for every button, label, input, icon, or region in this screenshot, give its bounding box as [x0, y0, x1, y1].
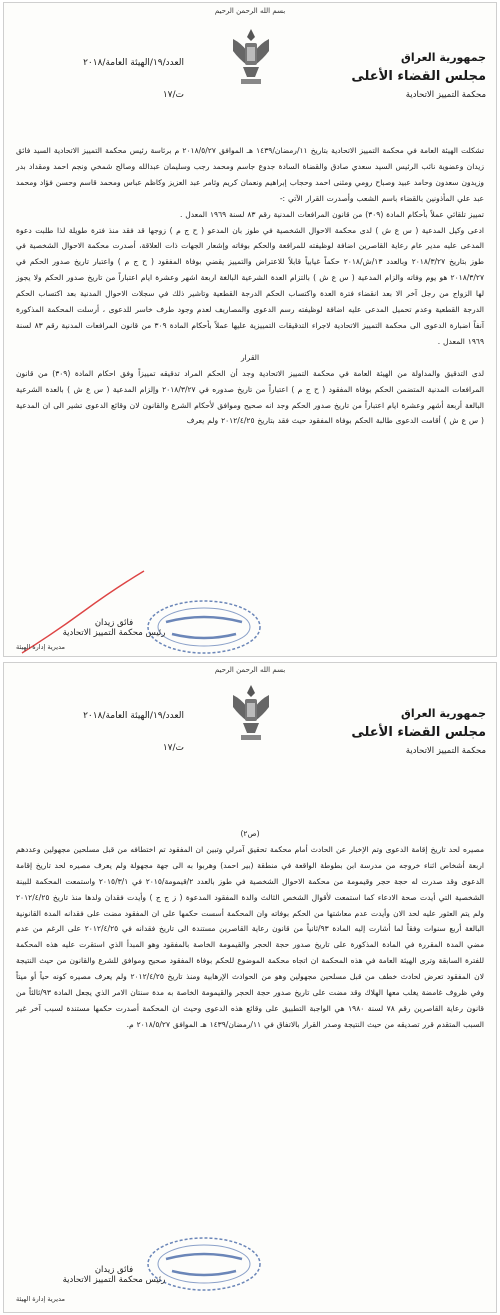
- case-number: العدد/١٩/الهيئة العامة/٢٠١٨: [83, 58, 184, 68]
- paragraph-decision: لدى التدقيق والمداولة من الهيئة العامة في محكمة التمييز الاتحادية وجد أن الحكم المراد تدقيقه تمييزاً وفق احكام المادة (٣٠٩) من قانون المرافعات المدنية المتضمن الحكم بوفاة المفقود ( ح ج م ) اعتباراً من تاريخ صدوره في ٢٠١٨/٣/٢٧ وإلزام المدعية ( س ع ش ) بالعدة الشرعية البالغة أربعة أشهر وعشرة ايام اعتباراً من تاريخ صدور الحكم وجد انه صحيح وموافق لأحكام الشرع والقانون لان وقائع الدعوى تشير الى ان المدعية ( س ع ش ) أقامت الدعوى طالبة الحكم بوفاة المفقود حيث فقد بتاريخ ٢٠١٢/٤/٢٥ ولم يعرف: [16, 368, 484, 426]
- decision-heading: القرار: [240, 352, 260, 362]
- signer-name: فائق زيدان: [94, 1265, 134, 1275]
- letterhead: [351, 51, 486, 100]
- page-label: (ص٢): [240, 829, 260, 838]
- country-name: جمهورية العراق: [401, 707, 486, 720]
- country-name: جمهورية العراق: [401, 51, 486, 64]
- page-2-body: [16, 826, 484, 1033]
- document-page-2: [3, 662, 497, 1313]
- signature-block: [44, 618, 184, 638]
- iraq-eagle-emblem-icon: [229, 25, 273, 87]
- court-name: محكمة التمييز الاتحادية: [405, 90, 486, 100]
- letterhead: [351, 707, 486, 756]
- page-1-body: [16, 143, 484, 429]
- court-name: محكمة التمييز الاتحادية: [405, 746, 486, 756]
- signer-name: فائق زيدان: [94, 618, 134, 628]
- reference-number: ت/١٧: [162, 743, 184, 753]
- basmala: بسم الله الرحمن الرحيم: [214, 666, 286, 674]
- iraq-eagle-emblem-icon: [229, 681, 273, 743]
- paragraph-facts: ادعى وكيل المدعية ( س ع ش ) لدى محكمة الاحوال الشخصية في طوز بان المدعو ( ح ج م ) زوجها قد فقد منذ فترة طويلة لذا طلبت دعوة المدعى عليه مدير عام رعاية القاصرين اضافة لوظيفته للمرافعة والحكم بوفاته وإشعار الجهات ذات العلاقة، أصدرت محكمة الاحوال الشخصية في طوز بتاريخ ٢٠١٨/٣/٢٧ وبالعدد ١٣/ش/٢٠١٨ حكماً غيابياً قابلاً للاعتراض والتمييز يقضي بوفاة المفقود ( ح ج م ) واعتبار تاريخ صدور الحكم في ٢٠١٨/٣/٢٧ هو يوم وفاته والزام المدعية ( س ع ش ) بالتزام العدة الشرعية البالغة اربعة اشهر وعشرة ايام اعتباراً من تاريخ صدور الحكم ولا يجوز لها الزواج من رجل آخر الا بعد انقضاء فترة العدة واكتساب الحكم الدرجة القطعية وتاشير ذلك في سجلات الاحوال المدنية بعد اكتساب الحكم الدرجة القطعية وعدم تحميل المدعى عليه اضافة لوظيفته رسم الدعوى والمصاريف لعدم وجود طرف خاسر للدعوى ، أرسلت المحكمة المذكورة آنفاً اضبارة الدعوى الى محكمة التمييز الاتحادية لاجراء التدقيقات التمييزية عليها عملاً بأحكام المادة ٣٠٩ من قانون المرافعات المدنية رقم ٨٣ لسنة ١٩٦٩ المعدل .: [16, 225, 484, 346]
- case-number: العدد/١٩/الهيئة العامة/٢٠١٨: [83, 711, 184, 721]
- document-page-1: [3, 2, 497, 657]
- basmala: بسم الله الرحمن الرحيم: [214, 7, 286, 15]
- paragraph-continuation: مصيره لحد تاريخ إقامة الدعوى وتم الإخبار عن الحادث أمام محكمة تحقيق آمرلي وتبين ان المفقود تم اختطافه من قبل مسلحين مجهولين وعددهم اربعة أشخاص اثناء خروجه من مدرسة ابن بطوطة الواقعة في منطقة (بير احمد) وهربوا به الى جهة مجهولة ولم يعرف مصيره لحد تاريخ إقامة الدعوى وقد صدرت له حجة حجر وقيمومة من محكمة الاحوال الشخصية في طوز بالعدد ٢/قيمومة/٢٠١٥ في ٢٠١٥/٣/١ واستمعت المحكمة للبينة الشخصية التي أيدت صحة الادعاء كما استمعت لأقوال الشخص الثالث والدة المفقود المدعوة ( ز ج ج ) وأيدت فقدان ولدها منذ تاريخ ٢٠١٢/٤/٢٥ ولم يتم العثور عليه لحد الان وأيدت عدم معاشتها من الحكم بوفاته وان المحكمة أسست حكمها على ان المفقود مضت على فقدانه المدة القانونية البالغة أربع سنوات وفقاً لما أشارت إليه المادة ٩٣/ثانياً من قانون رعاية القاصرين مستندة الى تاريخ فقدانه في ٢٠١٢/٤/٢٥ على الرغم من عدم مضي المدة المقررة في المادة المذكورة على تاريخ صدور حجة الحجر والقيمومة الخاصة بالمفقود وهو المبدأ الذي استقرت عليه هذه المحكمة للفترة السابقة وترى الهيئة العامة في هذه المحكمة ان اتجاه محكمة الموضوع للحكم بوفاة المفقود صحيح وموافق للشرع والقانون من حيث النتيجة لان المفقود تعرض لحادث خطف من قبل مسلحين مجهولين وهو من الحوادث الإرهابية ومنذ تاريخ ٢٠١٢/٤/٢٥ ولم يعرف مصيره كونه حياً أو ميتاً وفي ظروف غامضة يغلب معها الهلاك وقد مضت على تاريخ صدور حجة الحجر والقيمومة الخاصة به مدة سنتان الامر الذي يجعل المادة ٩٣/ثالثاً من قانون رعاية القاصرين رقم ٧٨ لسنة ١٩٨٠ هي الواجبة التطبيق على وقائع هذه الدعوى وحيث ان المحكمة أصدرت حكمها مستندة لسبب آخر غير السبب المتقدم قرر تصديقه من حيث النتيجة وصدر القرار بالاتفاق في ١١/رمضان/١٤٣٩ هـ الموافق ٢٠١٨/٥/٢٧ م.: [16, 844, 485, 1029]
- case-reference: [34, 711, 184, 753]
- page-footer: مديرية إدارة الهيئة: [16, 643, 65, 651]
- signer-title: رئيس محكمة التمييز الاتحادية: [62, 628, 166, 638]
- council-name: مجلس القضاء الأعلى: [351, 725, 486, 740]
- reference-number: ت/١٧: [162, 90, 184, 100]
- paragraph-composition: تشكلت الهيئة العامة في محكمة التمييز الاتحادية بتاريخ ١١/رمضان/١٤٣٩ هـ الموافق ٢٠١٨/٥/٢٧ م برئاسة رئيس محكمة التمييز الاتحادية السيد فائق زيدان وعضوية نائب الرئيس السيد سعدي صادق والقضاة السادة جدوع جاسم ومحمد رجب وسليمان عبدالله وصالح شمخي ونجم احمد ومقداد بدر وزيدون سعدون وحامد عبيد وصباح رومي ومثنى احمد وحجاب إبراهيم ونعمان كريم وثامر عبد العزيز وكاظم عباس ومحمد قاسم وحسن فؤاد ومحمد عبد علي المأذونين بالقضاء باسم الشعب وأصدرت القرار الآتي :-: [16, 146, 485, 203]
- signer-title: رئيس محكمة التمييز الاتحادية: [62, 1275, 166, 1285]
- council-name: مجلس القضاء الأعلى: [351, 69, 486, 84]
- paragraph-scope: تمييز تلقائي عملاً بأحكام المادة (٣٠٩) من قانون المرافعات المدنية رقم ٨٣ لسنة ١٩٦٩ المعدل .: [179, 209, 484, 219]
- signature-block: [44, 1265, 184, 1285]
- page-footer: مديرية إدارة الهيئة: [16, 1295, 65, 1303]
- case-reference: [34, 58, 184, 100]
